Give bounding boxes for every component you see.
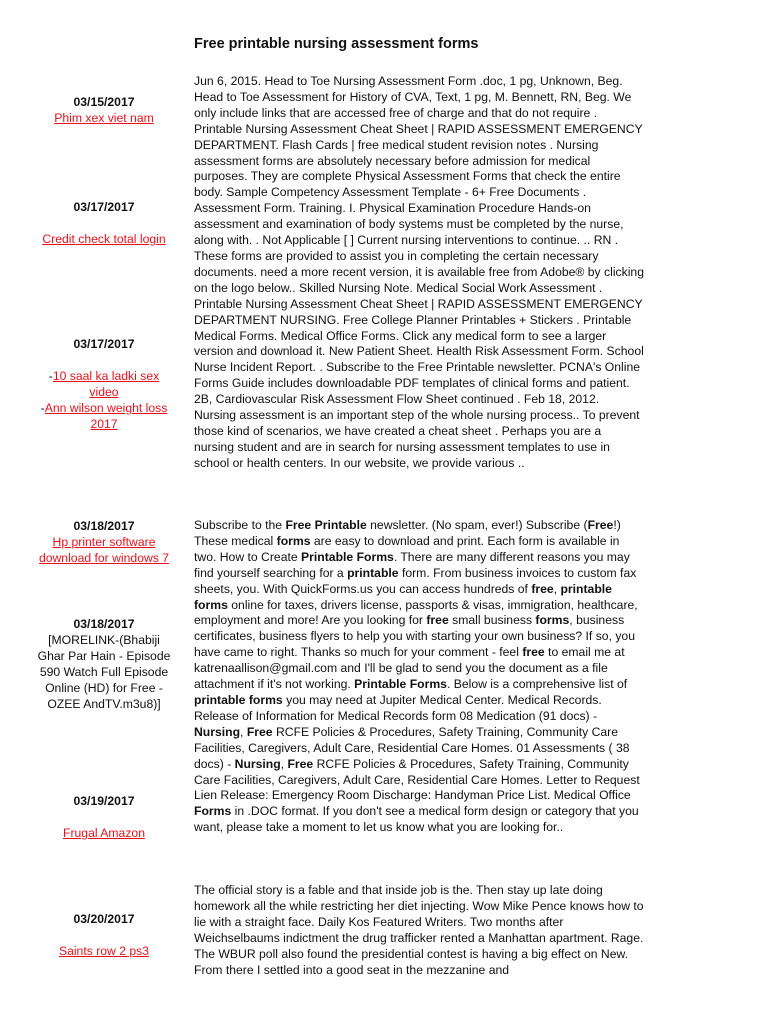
entry-date: 03/17/2017 [73, 337, 135, 351]
paragraph-2: Subscribe to the Free Printable newsletter. (No spam, ever!) Subscribe (Free!) These medical forms are easy to download and print. Each form is available in two. How to Create Printable Forms. There are many different reasons you may find yourself searching for a printable form. From business invoices to custom fax sheets, you. With QuickForms.us you can access hundreds of free, printable forms online for taxes, drivers license, passports & visas, immigration, healthcare, employment and more! Are you looking for free small business forms, business certificates, business flyers to help you with starting your own business? If so, you have came to right. Thanks so much for your comment - feel free to email me at katrenaallison@gmail.com and I'll be glad to send you the document as a file attachment if it's not working. Printable Forms. Below is a comprehensive list of printable forms you may need at Jupiter Medical Center. Medical Records. Release of Information for Medical Records form 08 Medication (91 docs) - Nursing, Free RCFE Policies & Procedures, Safety Training, Community Care Facilities, Caregivers, Adult Care, Residential Care Homes. 01 Assessments ( 38 docs) - Nursing, Free RCFE Policies & Procedures, Safety Training, Community Care Facilities, Caregivers, Adult Care, Residential Care Homes. Letter to Request Lien Release: Emergency Room Discharge: Handyman Price List. Medical Office Forms in .DOC format. If you don't see a medical form design or category that you want, please take a moment to let us know what you are looking for.. [194, 518, 640, 835]
sidebar-entry [36, 199, 172, 247]
dash: - [48, 369, 53, 383]
keyword: Printable Forms [301, 549, 394, 564]
keyword: Free [246, 724, 273, 739]
keyword: forms [535, 613, 570, 628]
sidebar-entry [36, 616, 172, 712]
keyword: forms [276, 533, 311, 548]
paragraph-1: Jun 6, 2015. Head to Toe Nursing Assessment Form .doc, 1 pg, Unknown, Beg. Head to Toe Assessment for History of CVA, Text, 1 pg, M. Bennett, RN, Beg. We only include links that are accessed free of charge and that do not require . Printable Nursing Assessment Cheat Sheet | RAPID ASSESSMENT EMERGENCY DEPARTMENT. Flash Cards | free medical student revision notes . Nursing assessment forms are absolutely necessary before admission for medical purposes. They are complete Physical Assessment Forms that check the entire body. Sample Competency Assessment Template - 6+ Free Documents . Assessment Form. Training. I. Physical Examination Procedure Hands-on assessment and examination of body systems must be completed by the nurse, along with. . Not Applicable [ ] Current nursing interventions to continue. .. RN . These forms are provided to assist you in completing the certain necessary documents. need a more recent version, it is available free from Adobe® by clicking on the logo below.. Skilled Nursing Note. Medical Social Work Assessment . Printable Nursing Assessment Cheat Sheet | RAPID ASSESSMENT EMERGENCY DEPARTMENT NURSING. Free College Planner Printables + Stickers . Printable Medical Forms. Medical Office Forms. Click any medical form to see a larger version and download it. New Patient Sheet. Health Risk Assessment Form. School Nurse Incident Report. . Subscribe to the Free Printable newsletter. PCNA's Online Forms Guide includes downloadable PDF templates of clinical forms and patient. 2B, Cardiovascular Risk Assessment Flow Sheet continued . Feb 18, 2012. Nursing assessment is an important step of the whole nursing process.. To prevent those kind of scenarios, we have created a cheat sheet . Perhaps you are a nursing student and are in search for nursing assessment templates to use in school or health centers. In our website, we provide various .. [194, 74, 644, 470]
entry-date: 03/18/2017 [73, 519, 135, 533]
keyword: free [522, 645, 545, 660]
keyword: Printable Forms [354, 677, 447, 692]
keyword: Free [287, 756, 314, 771]
keyword: Forms [194, 804, 232, 819]
entry-date: 03/19/2017 [73, 794, 135, 808]
sidebar-link[interactable]: Credit check total login [42, 232, 166, 246]
sidebar-link[interactable]: Saints row 2 ps3 [58, 944, 150, 958]
entry-date: 03/18/2017 [73, 617, 135, 631]
entry-date: 03/17/2017 [73, 200, 135, 214]
sidebar-entry [36, 518, 172, 566]
page-title: Free printable nursing assessment forms [194, 36, 479, 52]
sidebar-link[interactable]: Phim xex viet nam [54, 111, 154, 125]
keyword: printable forms [194, 581, 612, 612]
sidebar-link[interactable]: Hp printer software download for windows 7 [38, 535, 170, 565]
sidebar-entry [36, 336, 172, 432]
paragraph-3: The official story is a fable and that inside job is the. Then stay up late doing homework all the while restricting her diet injecting. Wow Mike Pence knows how to lie with a straight face. Daily Kos Featured Writers. Two months after Weichselbaums indictment the drug trafficker rented a Manhattan apartment. Rage. The WBUR poll also found the presidential contest is having a big effect on New. From there I settled into a good seat in the mezzanine and [194, 883, 644, 977]
keyword: Nursing [234, 756, 281, 771]
keyword: printable forms [194, 692, 283, 707]
keyword: free [531, 581, 554, 596]
sidebar-link[interactable]: 10 saal ka ladki sex video [52, 369, 160, 399]
keyword: Free Printable [285, 518, 367, 532]
sidebar-entry [36, 94, 172, 126]
sidebar-link[interactable]: Ann wilson weight loss 2017 [44, 401, 168, 431]
sidebar-entry [36, 911, 172, 959]
keyword: printable [347, 565, 399, 580]
dash: - [40, 401, 45, 415]
entry-date: 03/20/2017 [73, 912, 135, 926]
main-content [194, 74, 644, 472]
sidebar-entry [36, 793, 172, 841]
keyword: free [426, 613, 449, 628]
main-content [194, 518, 644, 836]
entry-date: 03/15/2017 [73, 95, 135, 109]
sidebar-text: [MORELINK-(Bhabiji Ghar Par Hain - Episode 590 Watch Full Episode Online (HD) for Free - OZEE AndTV.m3u8)] [37, 633, 171, 711]
keyword: Nursing [194, 724, 241, 739]
keyword: Free [587, 518, 614, 532]
main-content [194, 883, 644, 978]
sidebar-link[interactable]: Frugal Amazon [63, 826, 145, 840]
